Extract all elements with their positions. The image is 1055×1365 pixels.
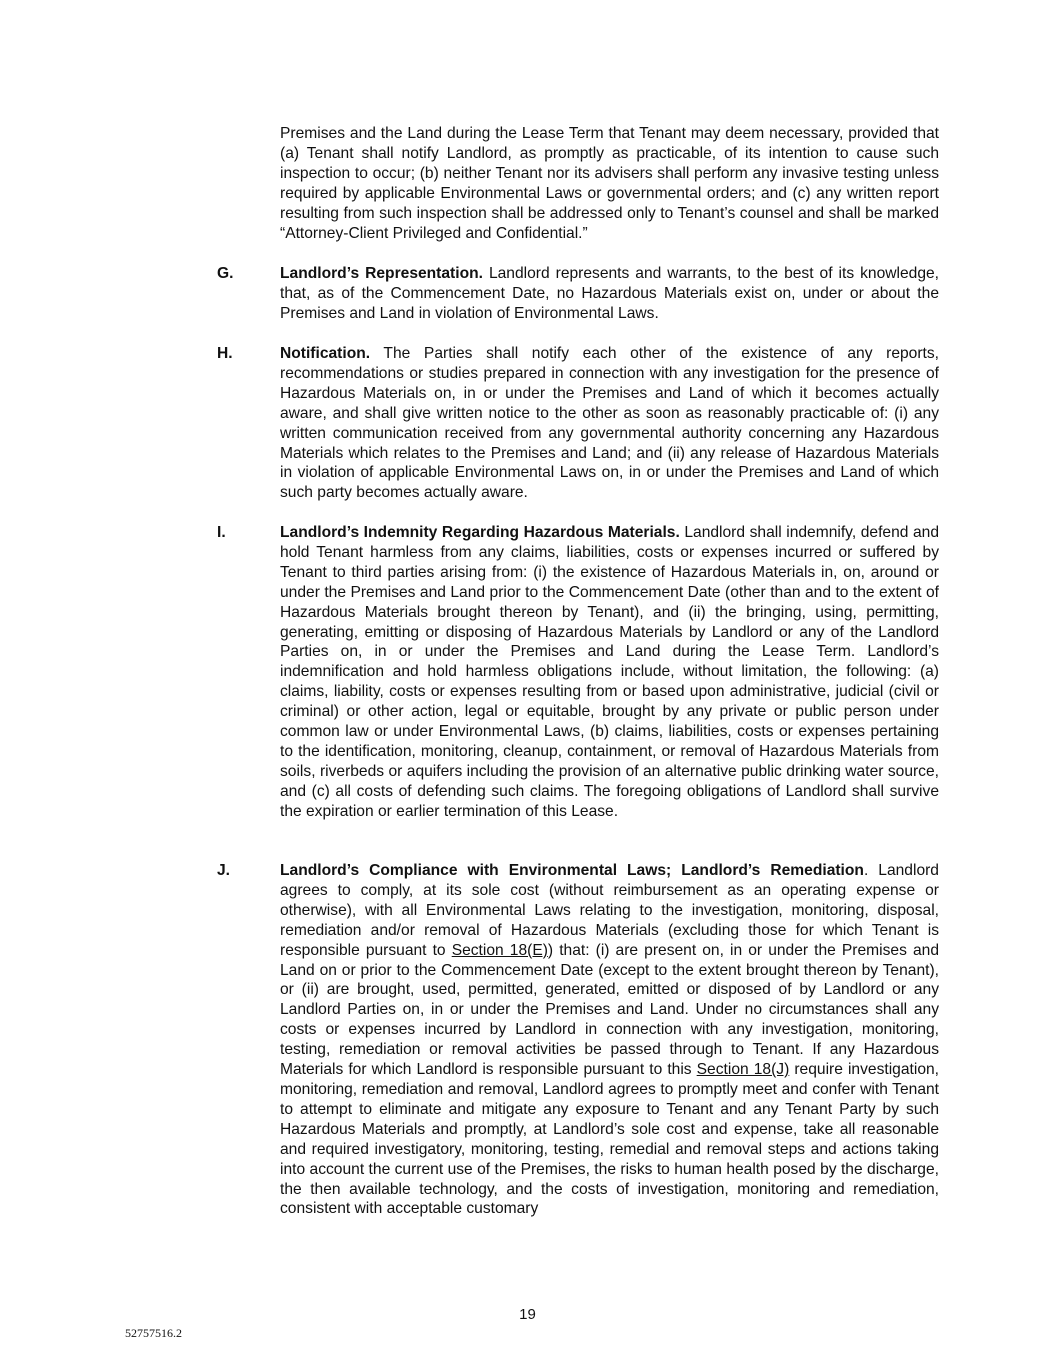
section-i-paragraph (280, 523, 939, 822)
section-j-heading: Landlord’s Compliance with Environmental Laws; Landlord’s Remediation (280, 862, 864, 879)
document-id: 52757516.2 (125, 1326, 182, 1340)
section-h (217, 344, 939, 503)
section-i-letter: I. (217, 524, 226, 541)
section-h-letter: H. (217, 345, 233, 362)
section-h-heading: Notification. (280, 345, 371, 362)
section-g-heading: Landlord’s Representation. (280, 265, 483, 282)
section-j-heading-end: . (863, 862, 869, 879)
section-g (217, 264, 939, 324)
section-j (217, 861, 939, 1219)
section-h-text: The Parties shall notify each other of the existence of any reports, recommendations or studies prepared in connection with any investigation for the presence of Hazardous Materials on, in or under the Premises and Land of which it becomes actually aware, and shall give written notice to the other as soon as reasonably practicable of: (i) any written communication received from any governmental authority concerning any Hazardous Materials which relates to the Premises and Land; and (ii) any release of Hazardous Materials in violation of applicable Environmental Laws on, in or under the Premises and Land of which such party becomes actually aware. (280, 345, 939, 502)
section-i-text: Landlord shall indemnify, defend and hold Tenant harmless from any claims, liabilities, costs or expenses incurred or suffered by Tenant to third parties arising from: (i) the existence of Hazardous Materials in, on, around or under the Premises and Land prior to the Commencement Date (other than and to the extent of Hazardous Materials brought thereon by Tenant), and (ii) the bringing, using, permitting, generating, emitting or disposing of Hazardous Materials by Landlord or any of the Landlord Parties on, in or under the Premises and Land during the Lease Term. Landlord’s indemnification and hold harmless obligations include, without limitation, the following: (a) claims, liability, costs or expenses resulting from or based upon administrative, judicial (civil or criminal) or other action, legal or equitable, brought by any private or public person under common law or under Environmental Laws, (b) claims, liabilities, costs or expenses pertaining to the identification, monitoring, cleanup, containment, or removal of Hazardous Materials from soils, riverbeds or aquifers including the provision of an alternative public drinking water source, and (c) all costs of defending such claims. The foregoing obligations of Landlord shall survive the expiration or earlier termination of this Lease. (280, 524, 939, 820)
section-j-letter: J. (217, 862, 231, 879)
section-j-text-2: ) that: (i) are present on, in or under the Premises and Land on or prior to the Commencement Date (except to the extent brought thereon by Tenant), or (ii) are brought, used, permitted, generated, emitted or disposed of by Landlord or any Landlord Parties on, in or under the Premises and Land. Under no circumstances shall any costs or expenses incurred by Landlord in connection with any investigation, monitoring, testing, remediation or removal activities be passed through to Tenant. If any Hazardous Materials for which Landlord is responsible pursuant to this (280, 941, 939, 1079)
section-g-text: Landlord represents and warrants, to the best of its knowledge, that, as of the Commencement Date, no Hazardous Materials exist on, under or about the Premises and Land in violation of Environmental Laws. (280, 265, 939, 322)
page-number: 19 (519, 1306, 536, 1323)
section-i (217, 523, 939, 822)
section-h-paragraph (280, 344, 939, 503)
section-j-text-1: Landlord agrees to comply, at its sole cost (without reimbursement as an operating expense or otherwise), with all Environmental Laws relating to the investigation, monitoring, disposal, remediation and/or removal of Hazardous Materials (excluding those for which Tenant is responsible pursuant to (280, 862, 939, 959)
section-g-letter: G. (217, 265, 234, 282)
section-i-heading: Landlord’s Indemnity Regarding Hazardous Materials. (280, 524, 680, 541)
section-j-text-3: require investigation, monitoring, remediation and removal, Landlord agrees to promptly meet and confer with Tenant to attempt to eliminate and mitigate any exposure to Tenant and any Tenant Party by such Hazardous Materials and promptly, at Landlord’s sole cost and expense, take all reasonable and required investigatory, monitoring, testing, remedial and removal steps and actions taking into account the current use of the Premises, the risks to human health posed by the discharge, the then available technology, and the costs of investigation, monitoring and remediation, consistent with acceptable customary (280, 1061, 939, 1218)
section-j-paragraph (280, 861, 939, 1219)
section-18e-reference: Section 18(E) (451, 941, 548, 959)
section-g-paragraph (280, 264, 939, 324)
intro-paragraph: Premises and the Land during the Lease Term that Tenant may deem necessary, provided that (a) Tenant shall notify Landlord, as promptly as practicable, of its intention to cause such inspection to occur; (b) neither Tenant nor its advisers shall perform any invasive testing unless required by applicable Environmental Laws or governmental orders; and (c) any written report resulting from such inspection shall be addressed only to Tenant’s counsel and shall be marked “Attorney-Client Privileged and Confidential.” (280, 125, 939, 242)
section-18j-reference: Section 18(J) (696, 1061, 790, 1079)
